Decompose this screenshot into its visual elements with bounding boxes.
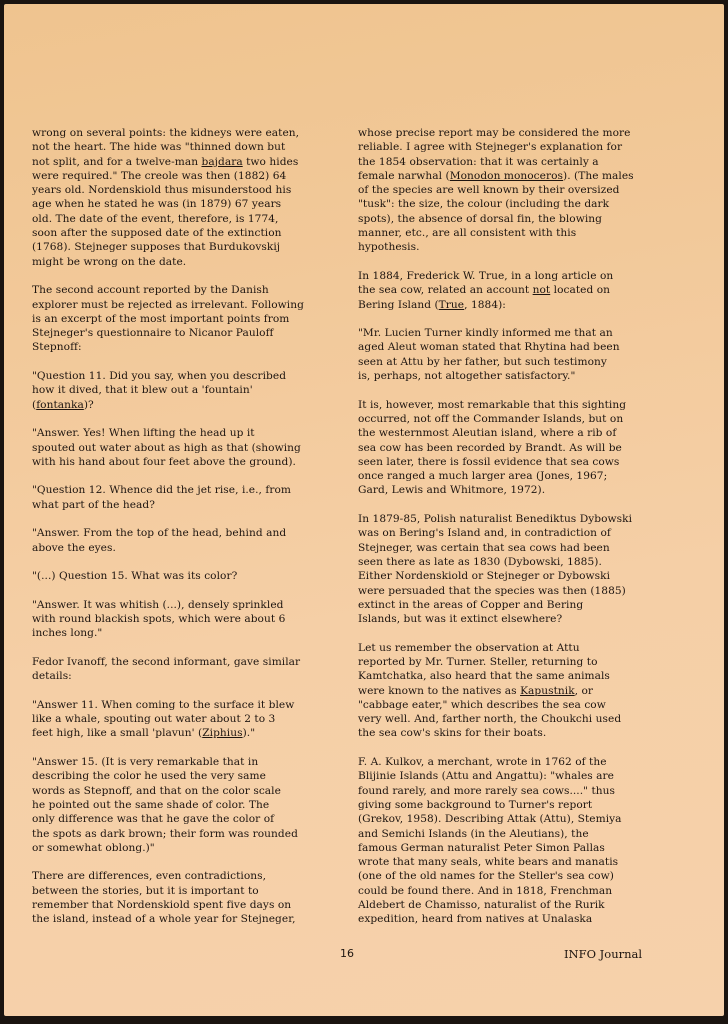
underlined-term: Monodon monoceros — [449, 169, 564, 182]
paragraph: The second account reported by the Danish explorer must be rejected as irrelevant. Following is an excerpt of the most important points from Stejneger's questionnaire to Nicanor Pauloff Stepnoff: — [32, 284, 304, 354]
page-number: 16 — [340, 947, 354, 960]
paragraph: In 1879-85, Polish naturalist Benediktus Dybowski was on Bering's Island and, in contradiction of Stejneger, was certain that sea cows had been seen there as late as 1830 (Dybowski, 1885). Either Nordenskiold or Stejneger or Dybowski were persuaded that the species was then (1885) extinct in the areas of Copper and Bering Islands, but was it extinct elsewhere? — [358, 513, 633, 626]
paragraph: In 1884, Frederick W. True, in a long article on the sea cow, related an account not located on Bering Island (True, 1884): — [358, 269, 614, 311]
paragraph: It is, however, most remarkable that this sighting occurred, not off the Commander Islands, but on the westernmost Aleutian island, where a rib of sea cow has been recorded by Brandt. As will be seen later, there is fossil evidence that sea cows once ranged a much larger area (Jones, 1967; Gard, Lewis and Whitmore, 1972). — [358, 398, 627, 497]
left-column — [32, 126, 352, 941]
journal-page — [4, 4, 724, 1016]
paragraph: "Question 11. Did you say, when you described how it dived, that it blew out a 'fountain' (fontanka)? — [32, 370, 287, 411]
paragraph: wrong on several points: the kidneys were eaten, not the heart. The hide was "thinned down but not split, and for a twelve-man bajdara two hides were required." The creole was then (1882) 64 years old. Nordenskiold thus misunderstood his age when he stated he was (in 1879) 67 years old. The date of the event, therefore, is 1774, soon after the supposed date of the extinction (1768). Stejneger supposes that Burdukovskij might be wrong on the date. — [32, 127, 300, 268]
paragraph: "(...) Question 15. What was its color? — [32, 570, 238, 583]
underlined-term: fontanka — [36, 398, 84, 411]
paragraph: "Answer 11. When coming to the surface it blew like a whale, spouting out water about 2 to 3 feet high, like a small 'plavun' (Ziphius)." — [32, 698, 295, 740]
paragraph: whose precise report may be considered the more reliable. I agree with Stejneger's explanation for the 1854 observation: that it was certainly a female narwhal (Monodon monoceros). (The males of the species are well known by their oversized "tusk": the size, the colour (including the dark spots), the absence of dorsal fin, the blowing manner, etc., are all consistent with this hypothesis. — [358, 127, 634, 254]
paragraph: "Answer 15. (It is very remarkable that in describing the color he used the very same words as Stepnoff, and that on the color scale he pointed out the same shade of color. The only difference was that he gave the color of the spots as dark brown; their form was rounded or somewhat oblong.)" — [32, 756, 298, 854]
paragraph: "Answer. It was whitish (...), densely sprinkled with round blackish spots, which were about 6 inches long." — [32, 598, 286, 640]
paragraph: F. A. Kulkov, a merchant, wrote in 1762 of the Blijinie Islands (Attu and Angattu): "whales are found rarely, and more rarely sea cows...." thus giving some background to Turner's report (Grekov, 1958). Describing Attak (Attu), Stemiya and Semichi Islands (in the Aleutians), the famous German naturalist Peter Simon Pallas wrote that many seals, white bears and manatis (one of the old names for the Steller's sea cow) could be found there. And in 1818, Frenchman Aldebert de Chamisso, naturalist of the Rurik expedition, heard from natives at Unalaska — [358, 756, 622, 926]
underlined-term: Kapustnik — [520, 684, 575, 697]
journal-name: INFO Journal — [564, 947, 643, 961]
paragraph: "Answer. Yes! When lifting the head up it spouted out water about as high as that (showing with his hand about four feet above the ground). — [32, 427, 301, 468]
underlined-term: Ziphius — [202, 727, 243, 740]
paragraph: Fedor Ivanoff, the second informant, gave similar details: — [32, 655, 301, 683]
paragraph: There are differences, even contradictions, between the stories, but it is important to remember that Nordenskiold spent five days on the island, instead of a whole year for Stejneger, — [32, 870, 296, 926]
paragraph: "Mr. Lucien Turner kindly informed me that an aged Aleut woman stated that Rhytina had been seen at Attu by her father, but such testimony is, perhaps, not altogether satisfactory." — [358, 327, 620, 383]
paragraph: Let us remember the observation at Attu reported by Mr. Turner. Steller, returning to Kamtchatka, also heard that the same animals were known to the natives as Kapustnik, or "cabbage eater," which describes the sea cow very well. And, farther north, the Choukchi used the sea cow's skins for their boats. — [358, 641, 622, 740]
paragraph: "Answer. From the top of the head, behind and above the eyes. — [32, 527, 287, 554]
underlined-term: bajdara — [201, 155, 243, 168]
underlined-term: True — [438, 298, 465, 311]
underlined-term: not — [532, 284, 551, 297]
paragraph: "Question 12. Whence did the jet rise, i.e., from what part of the head? — [32, 484, 291, 511]
right-column — [358, 126, 684, 941]
